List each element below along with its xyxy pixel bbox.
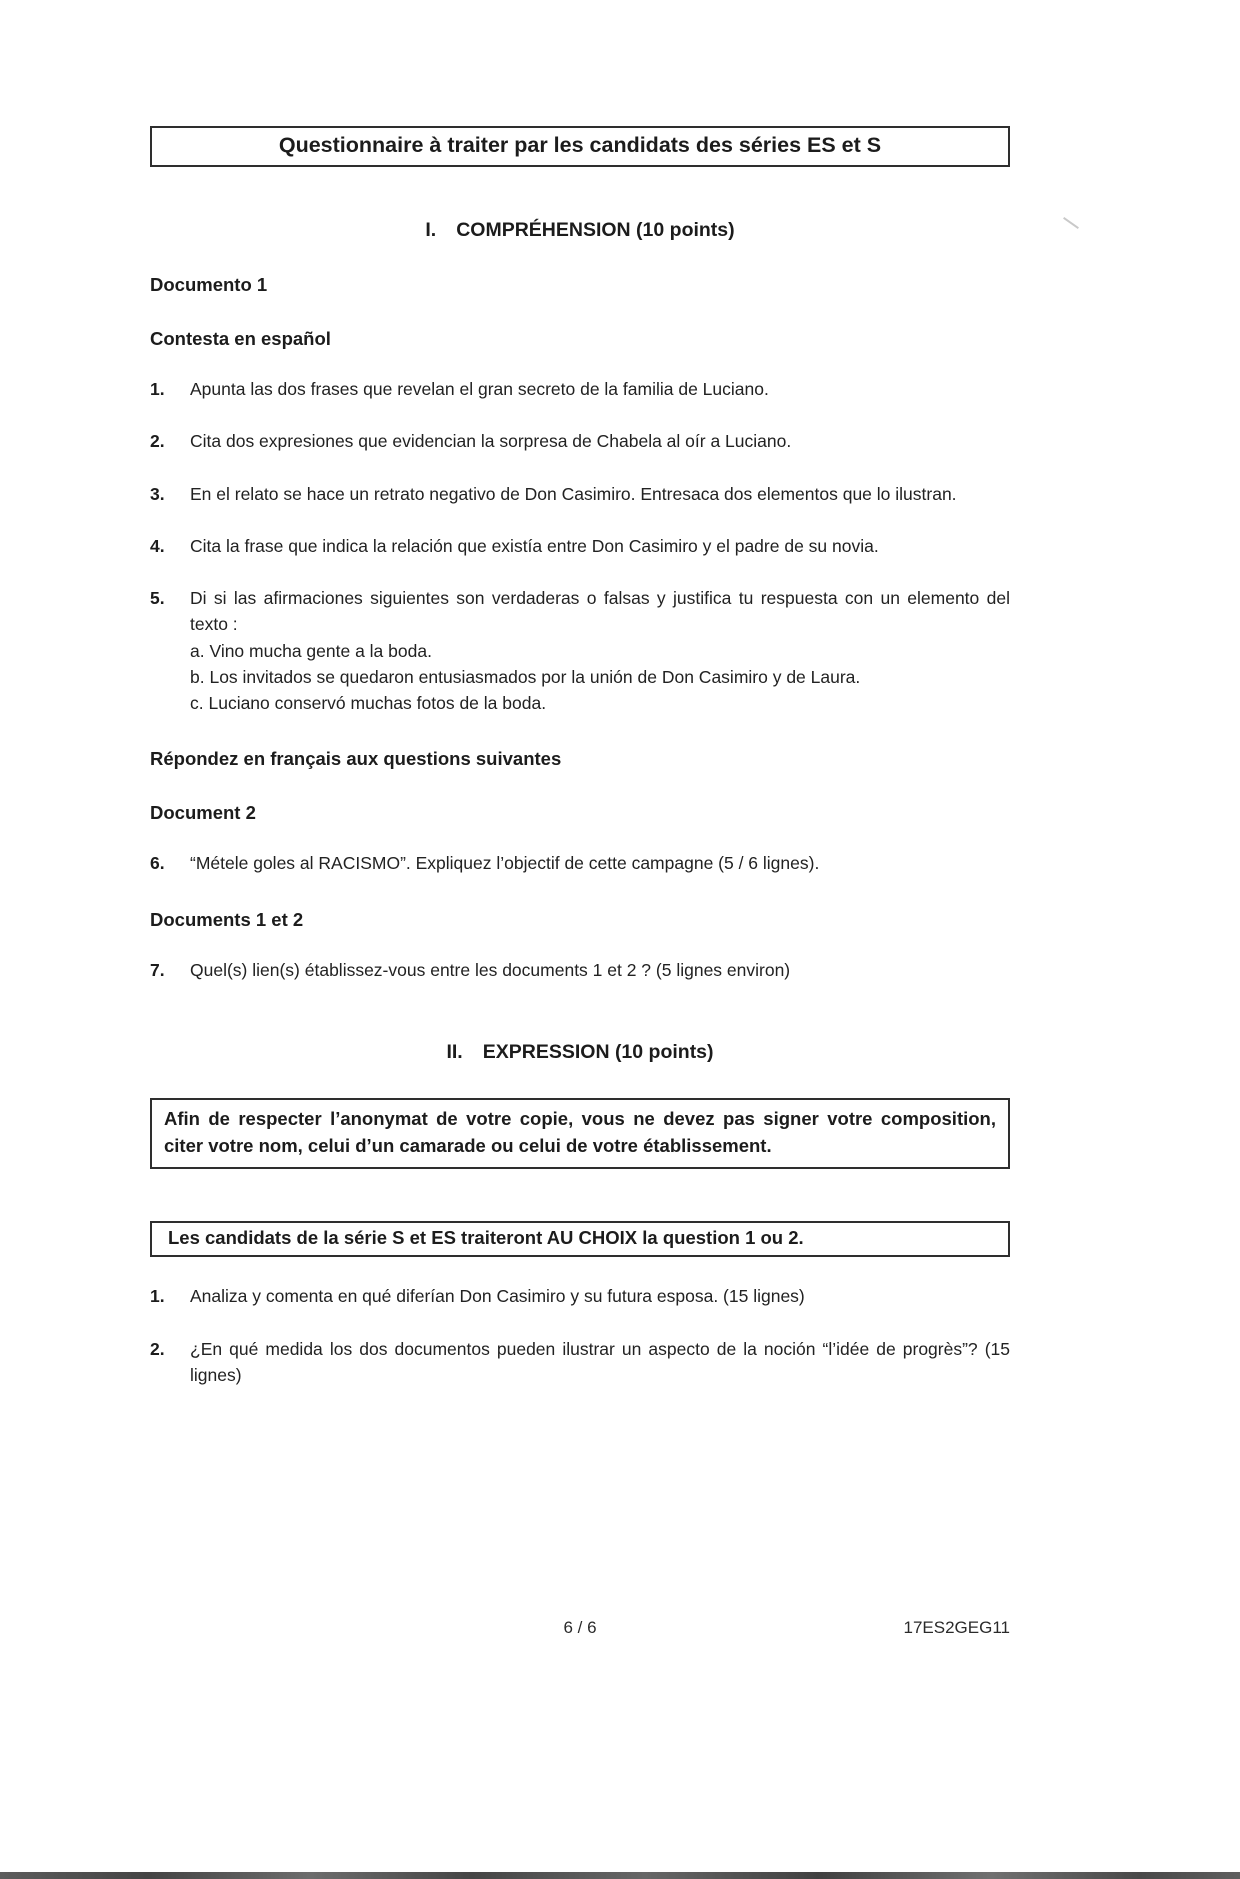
question-text: Analiza y comenta en qué diferían Don Casimiro y su futura esposa. (15 lignes) bbox=[190, 1286, 805, 1307]
document-reference: 17ES2GEG11 bbox=[903, 1618, 1010, 1637]
question-number: 5. bbox=[150, 588, 165, 608]
question-item-6 bbox=[150, 850, 1010, 876]
question-number: 4. bbox=[150, 535, 165, 556]
document-2-label: Document 2 bbox=[150, 802, 256, 824]
question-5-subitem-b: b. Los invitados se quedaron entusiasmados por la unión de Don Casimiro y de Laura. bbox=[190, 666, 861, 687]
question-5-subitem-a: a. Vino mucha gente a la boda. bbox=[190, 640, 432, 661]
question-text: “Métele goles al RACISMO”. Expliquez l’objectif de cette campagne (5 / 6 lignes). bbox=[190, 853, 820, 874]
documents-1-2-label: Documents 1 et 2 bbox=[150, 908, 304, 930]
question-text: En el relato se hace un retrato negativo de Don Casimiro. Entresaca dos elementos que lo ilustran. bbox=[190, 483, 957, 504]
question-item-4 bbox=[150, 533, 1010, 559]
question-number: 1. bbox=[150, 1286, 165, 1307]
question-item-1 bbox=[150, 376, 1010, 402]
expression-question-1 bbox=[150, 1283, 1010, 1309]
contesta-label: Contesta en español bbox=[150, 328, 331, 349]
choice-notice-box bbox=[150, 1221, 1010, 1257]
question-number: 7. bbox=[150, 959, 165, 980]
repondez-label: Répondez en français aux questions suivantes bbox=[150, 748, 562, 770]
question-item-3 bbox=[150, 481, 1010, 507]
section-heading-expression bbox=[150, 1041, 1010, 1064]
section-number: II. bbox=[446, 1040, 463, 1063]
question-number: 3. bbox=[150, 483, 165, 504]
section-heading-comprehension bbox=[150, 219, 1010, 242]
question-number: 2. bbox=[150, 431, 165, 452]
question-number: 6. bbox=[150, 853, 165, 874]
title-box bbox=[150, 126, 1010, 167]
scan-artifact-mark bbox=[1063, 217, 1079, 229]
question-text: Cita dos expresiones que evidencian la sorpresa de Chabela al oír a Luciano. bbox=[190, 431, 792, 452]
question-text: Di si las afirmaciones siguientes son verdaderas o falsas y justifica tu respuesta con un elemento del texto : bbox=[190, 588, 1010, 635]
section-title: COMPRÉHENSION (10 points) bbox=[456, 219, 735, 241]
question-text: Quel(s) lien(s) établissez-vous entre les documents 1 et 2 ? (5 lignes environ) bbox=[190, 959, 791, 980]
page-number: 6 / 6 bbox=[563, 1618, 597, 1637]
question-number: 1. bbox=[150, 379, 165, 399]
document-title: Questionnaire à traiter par les candidats des séries ES et S bbox=[278, 133, 882, 157]
anonymity-notice-text: Afin de respecter l’anonymat de votre copie, vous ne devez pas signer votre composition, citer votre nom, celui d’un camarade ou celui de votre établissement. bbox=[164, 1107, 996, 1156]
question-item-7 bbox=[150, 957, 1010, 983]
expression-question-2 bbox=[150, 1336, 1010, 1389]
scan-edge-artifact bbox=[0, 1872, 1240, 1879]
documento-1-label: Documento 1 bbox=[150, 274, 268, 295]
anonymity-notice-box bbox=[150, 1098, 1010, 1170]
question-item-5 bbox=[150, 585, 1010, 716]
question-number: 2. bbox=[150, 1338, 165, 1359]
question-text: ¿En qué medida los dos documentos pueden ilustrar un aspecto de la noción “l’idée de progrès”? (15 lignes) bbox=[190, 1338, 1010, 1385]
choice-notice-text: Les candidats de la série S et ES traiteront AU CHOIX la question 1 ou 2. bbox=[168, 1227, 804, 1249]
section-number: I. bbox=[425, 219, 437, 241]
document-page bbox=[0, 126, 1240, 1879]
section-title: EXPRESSION (10 points) bbox=[482, 1040, 714, 1063]
question-text: Apunta las dos frases que revelan el gran secreto de la familia de Luciano. bbox=[190, 379, 769, 399]
question-item-2 bbox=[150, 428, 1010, 454]
question-5-subitem-c: c. Luciano conservó muchas fotos de la boda. bbox=[190, 693, 547, 713]
question-text: Cita la frase que indica la relación que existía entre Don Casimiro y el padre de su novia. bbox=[190, 535, 879, 556]
